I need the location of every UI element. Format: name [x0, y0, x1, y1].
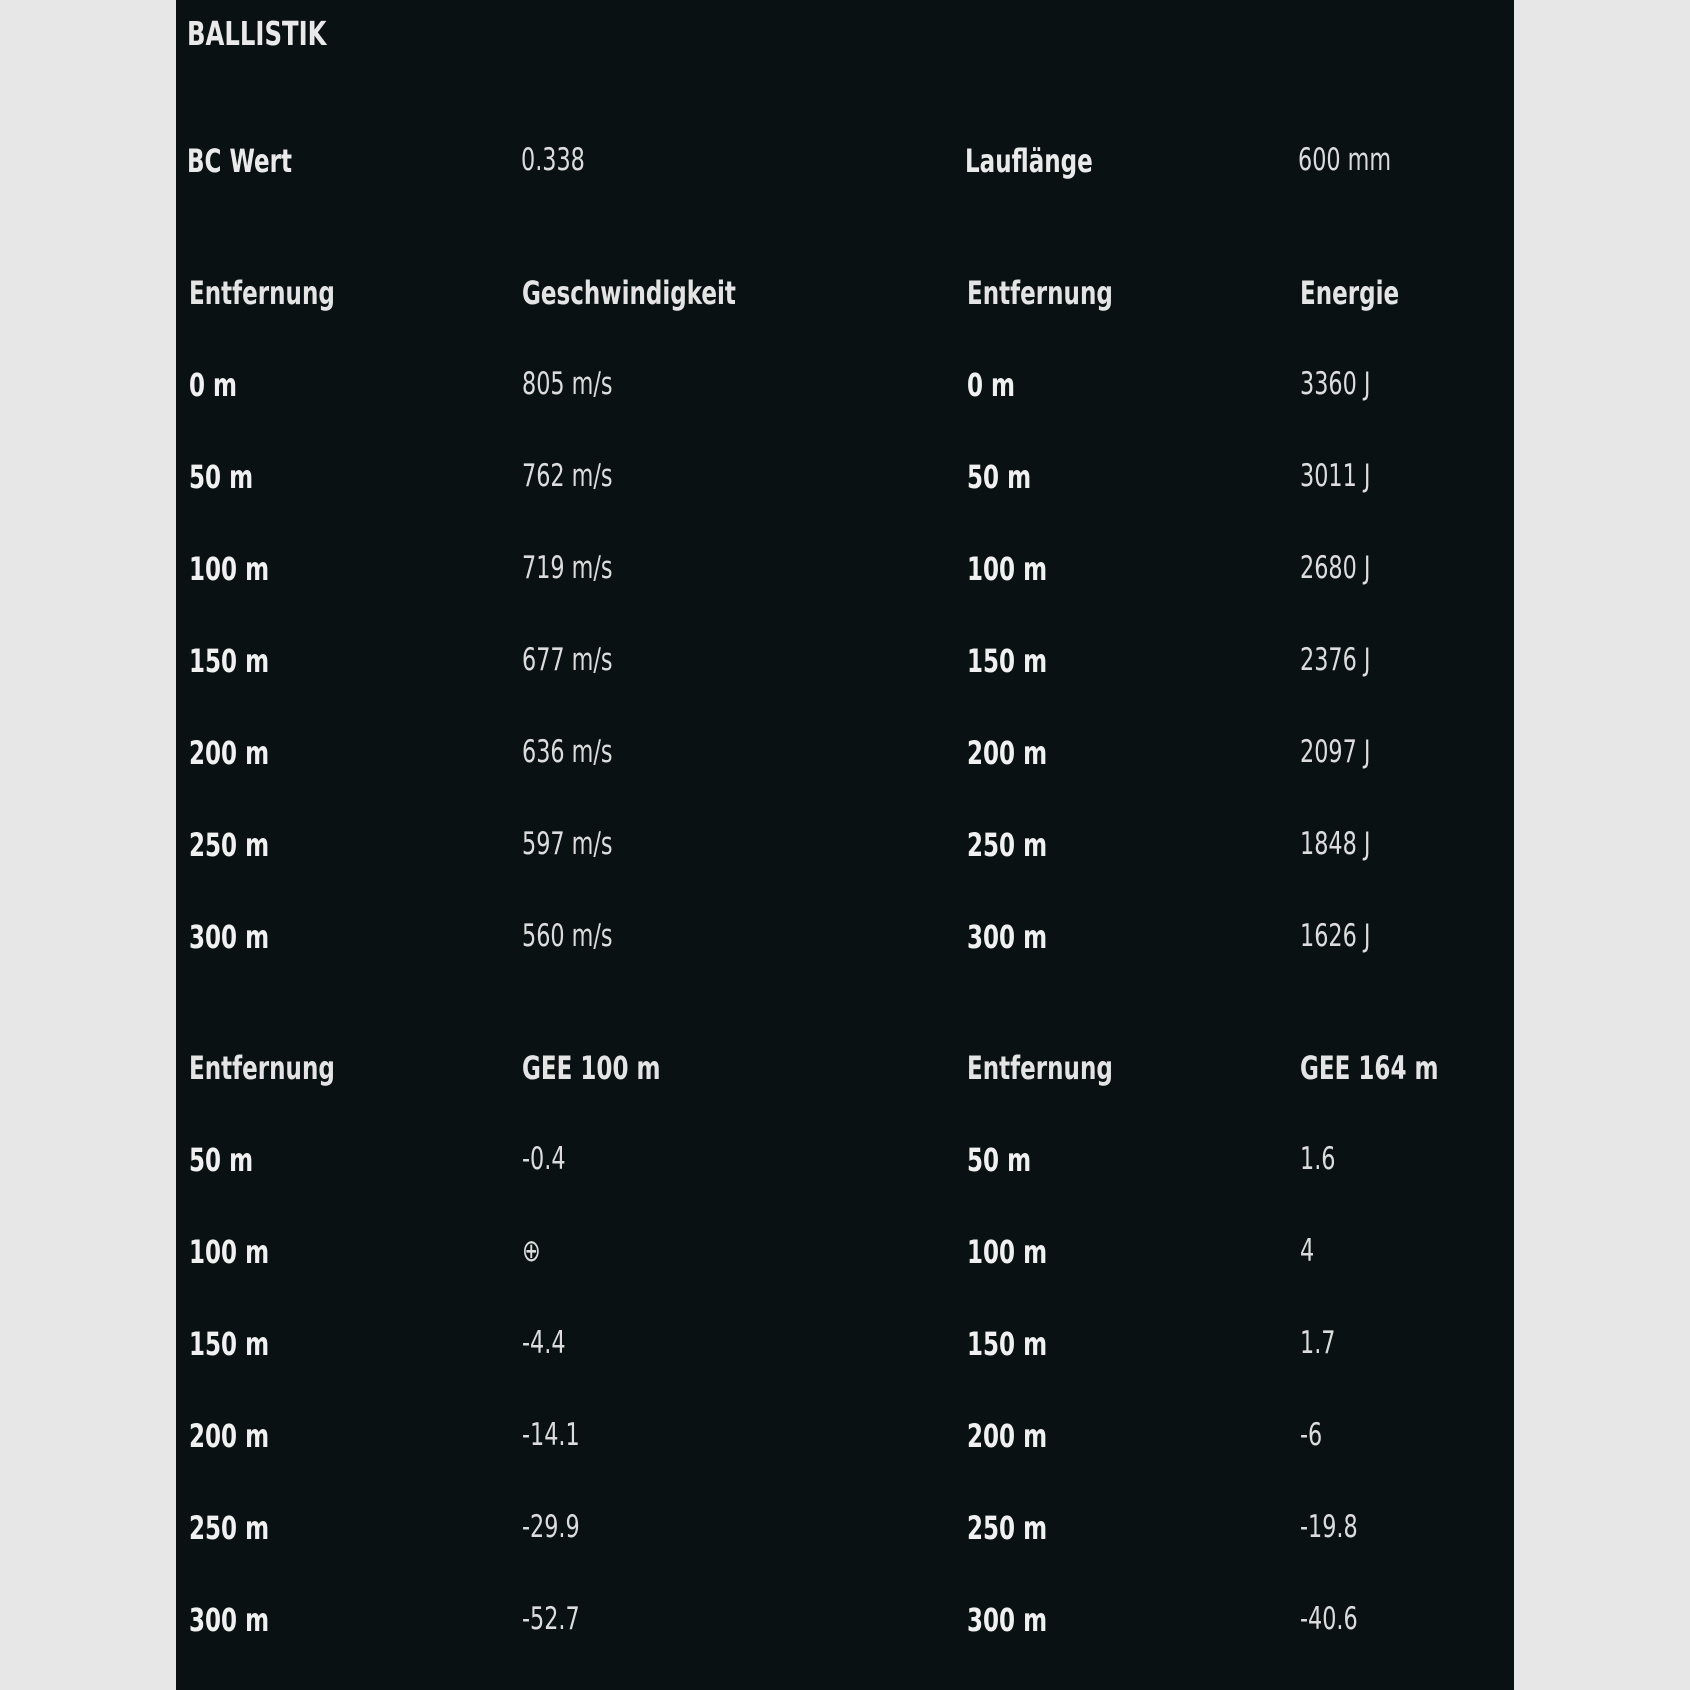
table-cell: -6	[1300, 1417, 1323, 1453]
table2-header-gee-164: GEE 164 m	[1300, 1049, 1439, 1087]
table-cell: 719 m/s	[522, 550, 613, 586]
table-cell: -40.6	[1300, 1601, 1358, 1637]
table-cell: 0 m	[189, 366, 238, 404]
table-cell: -0.4	[522, 1141, 566, 1177]
table-cell: 150 m	[967, 1325, 1048, 1363]
table-cell: 1.6	[1300, 1141, 1336, 1177]
table-cell: -19.8	[1300, 1509, 1358, 1545]
ballistics-panel	[176, 0, 1514, 1690]
table-cell: 200 m	[189, 734, 270, 772]
table-cell: 150 m	[189, 642, 270, 680]
table-cell: 2097 J	[1300, 734, 1371, 770]
section-title: BALLISTIK	[187, 14, 327, 53]
table-cell: 50 m	[189, 458, 254, 496]
table-cell: 3360 J	[1300, 366, 1371, 402]
table-cell: 150 m	[189, 1325, 270, 1363]
table-cell: 300 m	[189, 1601, 270, 1639]
bc-label: BC Wert	[187, 142, 292, 180]
table-cell: 762 m/s	[522, 458, 613, 494]
table-cell: 300 m	[189, 918, 270, 956]
table-cell: 2376 J	[1300, 642, 1371, 678]
table2-header-distance-left: Entfernung	[189, 1049, 335, 1087]
table-cell: 100 m	[189, 1233, 270, 1271]
table-cell: 50 m	[967, 1141, 1032, 1179]
table-cell: -29.9	[522, 1509, 580, 1545]
table-cell: 50 m	[967, 458, 1032, 496]
bc-value: 0.338	[521, 142, 585, 178]
table2-header-distance-right: Entfernung	[967, 1049, 1113, 1087]
table-cell: 100 m	[189, 550, 270, 588]
table-cell: 50 m	[189, 1141, 254, 1179]
table-cell: 250 m	[189, 1509, 270, 1547]
table-cell: 300 m	[967, 918, 1048, 956]
table2-header-gee-100: GEE 100 m	[522, 1049, 661, 1087]
table1-header-distance-left: Entfernung	[189, 274, 335, 312]
table-cell: 1.7	[1300, 1325, 1336, 1361]
table1-header-distance-right: Entfernung	[967, 274, 1113, 312]
table-cell: 2680 J	[1300, 550, 1371, 586]
table-cell: 677 m/s	[522, 642, 613, 678]
table-cell: 100 m	[967, 550, 1048, 588]
table-cell: 200 m	[189, 1417, 270, 1455]
table1-header-energy: Energie	[1300, 274, 1400, 312]
table-cell: 300 m	[967, 1601, 1048, 1639]
table-cell: 4	[1300, 1233, 1315, 1269]
table-cell: 200 m	[967, 734, 1048, 772]
barrel-length-value: 600 mm	[1298, 142, 1392, 178]
table1-header-velocity: Geschwindigkeit	[522, 274, 736, 312]
table-cell: 597 m/s	[522, 826, 613, 862]
table-cell: -14.1	[522, 1417, 580, 1453]
barrel-length-label: Lauflänge	[965, 142, 1093, 180]
table-cell: 0 m	[967, 366, 1016, 404]
table-cell: 1626 J	[1300, 918, 1371, 954]
table-cell: 250 m	[189, 826, 270, 864]
table-cell: 200 m	[967, 1417, 1048, 1455]
table-cell: -52.7	[522, 1601, 580, 1637]
table-cell: 560 m/s	[522, 918, 613, 954]
table-cell: 805 m/s	[522, 366, 613, 402]
table-cell: 3011 J	[1300, 458, 1371, 494]
table-cell: 636 m/s	[522, 734, 613, 770]
table-cell: 1848 J	[1300, 826, 1371, 862]
table-cell: 250 m	[967, 1509, 1048, 1547]
table-cell: 250 m	[967, 826, 1048, 864]
zero-point-icon: ⊕	[522, 1233, 541, 1269]
table-cell: -4.4	[522, 1325, 566, 1361]
table-cell: 100 m	[967, 1233, 1048, 1271]
table-cell: 150 m	[967, 642, 1048, 680]
